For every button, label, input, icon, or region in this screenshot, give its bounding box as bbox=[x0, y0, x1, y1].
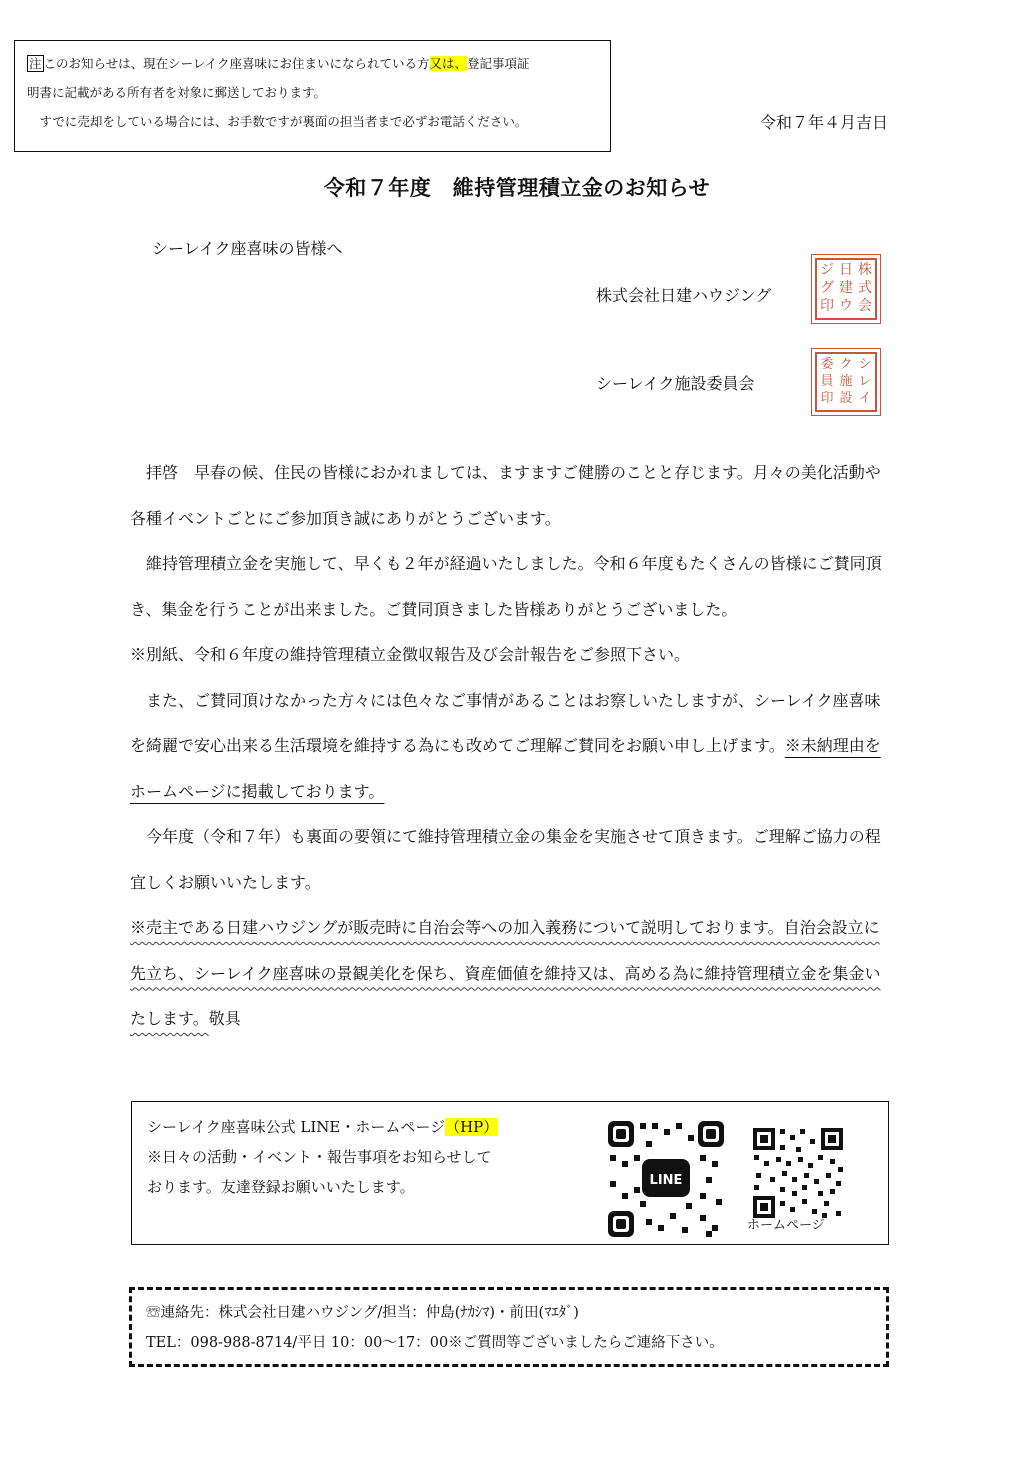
svg-text:設: 設 bbox=[839, 391, 853, 406]
svg-text:式: 式 bbox=[858, 280, 872, 296]
svg-text:日: 日 bbox=[839, 262, 853, 278]
svg-text:レ: レ bbox=[858, 374, 872, 389]
line-homepage-text bbox=[147, 1112, 597, 1202]
contact-box bbox=[129, 1287, 889, 1367]
greeting: シーレイク座喜味の皆様へ bbox=[152, 239, 343, 258]
svg-text:印: 印 bbox=[820, 298, 834, 314]
svg-text:委: 委 bbox=[820, 357, 834, 372]
svg-text:ク: ク bbox=[839, 357, 853, 372]
svg-text:ジ: ジ bbox=[820, 262, 834, 278]
svg-text:印: 印 bbox=[820, 391, 834, 406]
paragraph-request bbox=[130, 678, 895, 815]
svg-text:員: 員 bbox=[820, 374, 834, 389]
homepage-qr-code[interactable] bbox=[752, 1127, 844, 1219]
contact-line-1: ☏連絡先：株式会社日建ハウジング/担当：仲島(ﾅｶｼﾏ)・前田(ﾏｴﾀﾞ) bbox=[146, 1305, 579, 1321]
notice-mark: 注 bbox=[29, 56, 42, 71]
svg-text:シ: シ bbox=[858, 357, 872, 372]
svg-text:建: 建 bbox=[839, 280, 853, 296]
committee-seal-stamp bbox=[811, 348, 881, 416]
notice-line-2: 明書に記載がある所有者を対象に郵送しております。 bbox=[27, 85, 327, 100]
sender-company: 株式会社日建ハウジング bbox=[596, 286, 772, 305]
hp-title-highlight: （HP） bbox=[445, 1118, 499, 1136]
hp-line-1 bbox=[147, 1112, 597, 1142]
notice-line-1 bbox=[27, 49, 598, 78]
paragraph-greeting: 拝啓 早春の候、住民の皆様におかれましては、ますますご健勝のことと存じます。月々の美化活動や各種イベントごとにご参加頂き誠にありがとうございます。 bbox=[130, 463, 881, 528]
hp-line-2: ※日々の活動・イベント・報告事項をお知らせして bbox=[147, 1148, 492, 1166]
paragraph-collection: 今年度（令和７年）も裏面の要領にて維持管理積立金の集金を実施させて頂きます。ご理解ご協力の程宜しくお願いいたします。 bbox=[130, 827, 881, 892]
notice-highlight: 又は、 bbox=[429, 56, 468, 71]
letter-body bbox=[130, 450, 895, 1042]
paragraph-years: 維持管理積立金を実施して、早くも２年が経過いたしました。令和６年度もたくさんの皆様にご賛同頂き、集金を行うことが出来ました。ご賛同頂きました皆様ありがとうございました。 bbox=[130, 554, 882, 619]
unpaid-reason-note: ※未納理由をホームページに掲載しております。 bbox=[130, 736, 881, 801]
document-title: 令和７年度 維持管理積立金のお知らせ bbox=[323, 175, 711, 200]
line-homepage-box bbox=[131, 1101, 889, 1245]
document-date: 令和７年４月吉日 bbox=[759, 113, 888, 132]
svg-text:グ: グ bbox=[820, 280, 834, 296]
svg-text:株: 株 bbox=[858, 262, 872, 278]
homepage-qr-icon bbox=[752, 1127, 844, 1219]
line-logo-text: LINE bbox=[649, 1173, 683, 1188]
svg-text:施: 施 bbox=[839, 374, 853, 389]
paragraph-report-note: ※別紙、令和６年度の維持管理積立金徴収報告及び会計報告をご参照下さい。 bbox=[130, 645, 691, 664]
hp-title: シーレイク座喜味公式 LINE・ホームページ bbox=[147, 1118, 446, 1136]
sender-committee: シーレイク施設委員会 bbox=[596, 374, 755, 393]
hp-line-3: おります。友達登録お願いいたします。 bbox=[147, 1178, 415, 1196]
notice-line-3: すでに売却をしている場合には、お手数ですが裏面の担当者まで必ずお電話ください。 bbox=[39, 114, 528, 129]
notice-box bbox=[14, 40, 611, 152]
paragraph-seller-note bbox=[130, 905, 895, 1042]
seal-stamp-icon bbox=[813, 350, 879, 414]
line-qr-code[interactable] bbox=[606, 1119, 726, 1239]
svg-text:イ: イ bbox=[858, 391, 872, 406]
line-qr-icon bbox=[606, 1119, 726, 1239]
request-text: また、ご賛同頂けなかった方々には色々なご事情があることはお察しいたしますが、シーレイク座喜味を綺麗で安心出来る生活環境を維持する為にも改めてご理解ご賛同をお願い申し上げます。 bbox=[130, 690, 881, 755]
seller-note-text: ※売主である日建ハウジングが販売時に自治会等への加入義務について説明しております。自治会設立に先立ち、シーレイク座喜味の景観美化を保ち、資産価値を維持又は、高める為に維持管理積立金を集金いたします。 bbox=[130, 918, 881, 1028]
company-seal-stamp bbox=[811, 254, 881, 324]
notice-text-b: 登記事項証 bbox=[467, 56, 530, 71]
seal-stamp-icon bbox=[813, 256, 879, 322]
notice-text-a: このお知らせは、現在シーレイク座喜味にお住まいになられている方 bbox=[43, 56, 430, 71]
closing-word: 敬具 bbox=[208, 1009, 241, 1028]
svg-text:ウ: ウ bbox=[839, 298, 853, 314]
contact-line-2: TEL：098-988-8714/平日 10：00～17：00※ご質問等ございましたらご連絡下さい。 bbox=[146, 1335, 724, 1351]
svg-text:会: 会 bbox=[858, 298, 872, 314]
homepage-caption: ホームページ bbox=[747, 1218, 825, 1233]
